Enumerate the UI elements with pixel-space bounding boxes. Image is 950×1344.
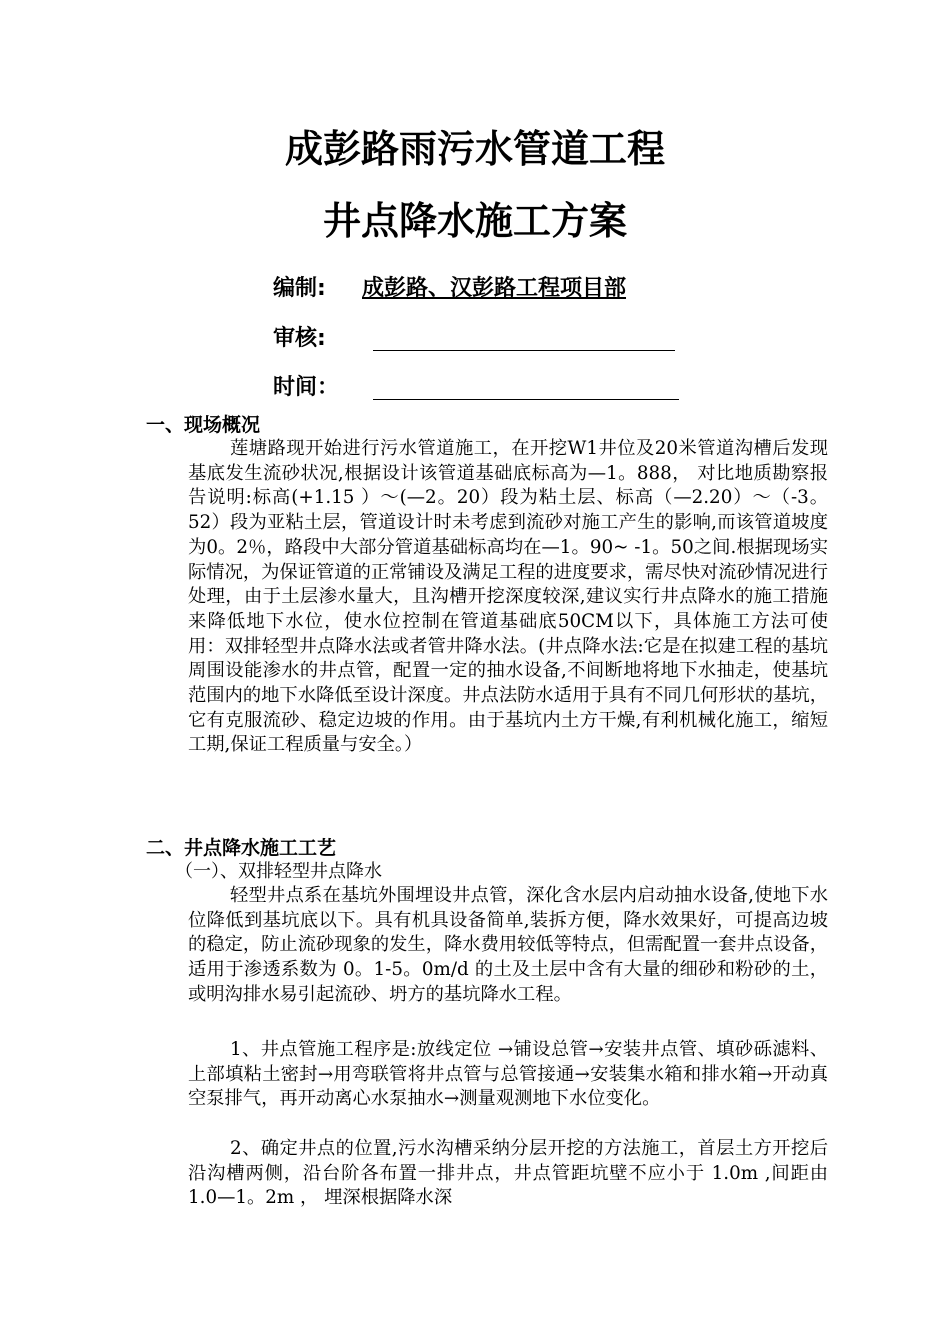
reviewer-label: 审核: (273, 326, 326, 351)
time-blank-line (373, 399, 679, 400)
reviewer-blank-line (373, 350, 675, 351)
section2-paragraph-3: 2、确定井点的位置,污水沟槽采纳分层开挖的方法施工，首层土方开挖后沿沟槽两侧，沿台阶各布置一排井点，井点管距坑壁不应小于 1.0m ,间距由 1.0—1。2m ， 埋深根据降水深 (188, 1138, 828, 1209)
section2-paragraph-1: 轻型井点系在基坑外围埋设井点管，深化含水层内启动抽水设备,使地下水位降低到基坑底以下。具有机具设备简单,装拆方便，降水效果好，可提高边坡的稳定，防止流砂现象的发生，降水费用较低等特点，但需配置一套井点设备，适用于渗透系数为 0。1-5。0m/d 的土及土层中含有大量的细砂和粉砂的土，或明沟排水易引起流砂、坍方的基坑降水工程。 (188, 885, 828, 1005)
section2-subheading: （一）、双排轻型井点降水 (175, 861, 382, 882)
section1-paragraph: 莲塘路现开始进行污水管道施工，在开挖W1井位及20米管道沟槽后发现基底发生流砂状况,根据设计该管道基础底标高为—1。888， 对比地质勘察报告说明:标高(+1.15 ）～(—2。20）段为粘土层、标高（—2.20）～（-3。52）段为亚粘土层，管道设计时未考虑到流砂对施工产生的影响,而该管道坡度为0。2％，路段中大部分管道基础标高均在—1。90~ -1。50之间.根据现场实际情况，为保证管道的正常铺设及满足工程的进度要求，需尽快对流砂情况进行处理，由于土层渗水量大，且沟槽开挖深度较深,建议实行井点降水的施工措施来降低地下水位，使水位控制在管道基础底50CM以下，具体施工方法可使用：双排轻型井点降水法或者管井降水法。(井点降水法:它是在拟建工程的基坑周围设能渗水的井点管，配置一定的抽水设备,不间断地将地下水抽走，使基坑范围内的地下水降低至设计深度。井点法防水适用于具有不同几何形状的基坑，它有克服流砂、稳定边坡的作用。由于基坑内土方干燥,有利机械化施工，缩短工期,保证工程质量与安全。） (188, 438, 828, 756)
document-subtitle: 井点降水施工方案 (322, 199, 627, 243)
compiler-value: 成彭路、汉彭路工程项目部 (362, 276, 627, 301)
time-label: 时间： (273, 375, 340, 400)
section2-paragraph-2: 1、井点管施工程序是:放线定位 →铺设总管→安装井点管、填砂砾滤料、上部填粘土密封→用弯联管将井点管与总管接通→安装集水箱和排水箱→开动真空泵排气，再开动离心水泵抽水→测量观测地下水位变化。 (188, 1039, 828, 1110)
section2-heading: 二、井点降水施工工艺 (146, 837, 337, 859)
section1-heading: 一、现场概况 (146, 414, 261, 436)
document-title: 成彭路雨污水管道工程 (284, 127, 665, 171)
compiler-label: 编制: (273, 276, 326, 301)
